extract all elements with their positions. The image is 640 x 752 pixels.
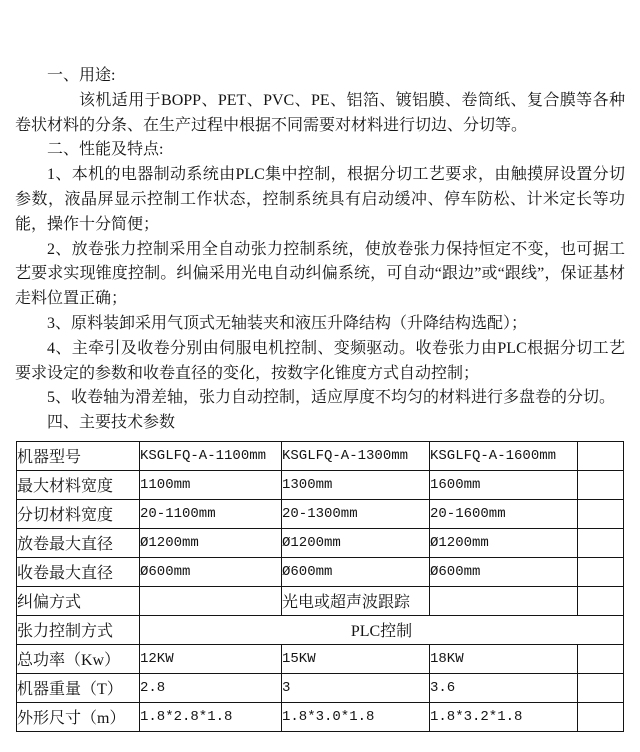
row-label: 外形尺寸（m） <box>17 702 140 731</box>
section-heading-specs: 四、主要技术参数 <box>47 414 176 432</box>
section-heading-features: 二、性能及特点: <box>47 141 164 159</box>
cell-value: 18KW <box>430 644 578 673</box>
cell-value <box>578 702 624 731</box>
cell-value: 1600mm <box>430 470 578 499</box>
cell-value <box>430 586 578 615</box>
usage-paragraph: 该机适用于BOPP、PET、PVC、PE、铝箔、镀铝膜、卷筒纸、复合膜等各种卷状材料的分条、在生产过程中根据不同需要对材料进行切边、分切等。 <box>15 91 625 134</box>
row-label: 张力控制方式 <box>17 615 140 644</box>
cell-value: 1.8*2.8*1.8 <box>140 702 282 731</box>
cell-value: 3 <box>282 673 430 702</box>
cell-value <box>578 557 624 586</box>
cell-value: 3.6 <box>430 673 578 702</box>
cell-value <box>578 673 624 702</box>
table-row-unwind-diameter <box>17 528 624 557</box>
table-row-slit-width <box>17 499 624 528</box>
cell-value: 光电或超声波跟踪 <box>282 586 430 615</box>
cell-value: KSGLFQ-A-1300mm <box>282 441 430 470</box>
cell-value: 1.8*3.2*1.8 <box>430 702 578 731</box>
table-row-rewind-diameter <box>17 557 624 586</box>
cell-value: 12KW <box>140 644 282 673</box>
cell-value <box>578 528 624 557</box>
cell-value <box>578 586 624 615</box>
document-body <box>15 0 625 732</box>
cell-value: Ø600mm <box>282 557 430 586</box>
cell-value: 20-1300mm <box>282 499 430 528</box>
feature-item-5: 5、收卷轴为滑差轴，张力自动控制，适应厚度不均匀的材料进行多盘卷的分切。 <box>47 389 616 407</box>
cell-value: Ø1200mm <box>140 528 282 557</box>
table-row-tension-control <box>17 615 624 644</box>
cell-value <box>578 441 624 470</box>
cell-value: 1.8*3.0*1.8 <box>282 702 430 731</box>
cell-value <box>140 586 282 615</box>
row-label: 总功率（Kw） <box>17 644 140 673</box>
table-row-total-power <box>17 644 624 673</box>
cell-value: 1300mm <box>282 470 430 499</box>
cell-value <box>578 499 624 528</box>
feature-item-2: 2、放卷张力控制采用全自动张力控制系统，使放卷张力保持恒定不变，也可据工艺要求实现锥度控制。纠偏采用光电自动纠偏系统，可自动“跟边”或“跟线”，保证基材走料位置正确； <box>15 240 625 308</box>
section-heading-usage: 一、用途: <box>47 67 116 84</box>
table-row-machine-weight <box>17 673 624 702</box>
table-row-max-width <box>17 470 624 499</box>
table-row-model <box>17 441 624 470</box>
spec-table <box>16 441 624 732</box>
cell-value: 20-1600mm <box>430 499 578 528</box>
row-label: 收卷最大直径 <box>17 557 140 586</box>
cell-value <box>578 470 624 499</box>
cell-value: 20-1100mm <box>140 499 282 528</box>
table-row-correction-mode <box>17 586 624 615</box>
cell-value: Ø600mm <box>140 557 282 586</box>
row-label: 最大材料宽度 <box>17 470 140 499</box>
row-label: 放卷最大直径 <box>17 528 140 557</box>
cell-value-merged: PLC控制 <box>140 615 624 644</box>
cell-value: 15KW <box>282 644 430 673</box>
cell-value: KSGLFQ-A-1600mm <box>430 441 578 470</box>
cell-value: Ø1200mm <box>282 528 430 557</box>
cell-value: Ø1200mm <box>430 528 578 557</box>
row-label: 分切材料宽度 <box>17 499 140 528</box>
feature-item-3: 3、原料装卸采用气顶式无轴装夹和液压升降结构（升降结构选配）； <box>47 314 528 332</box>
cell-value: KSGLFQ-A-1100mm <box>140 441 282 470</box>
cell-value <box>578 644 624 673</box>
row-label: 机器型号 <box>17 441 140 470</box>
cell-value: 2.8 <box>140 673 282 702</box>
feature-item-1: 1、本机的电器制动系统由PLC集中控制，根据分切工艺要求，由触摸屏设置分切参数，液晶屏显示控制工作状态，控制系统具有启动缓冲、停车防松、计米定长等功能，操作十分简便； <box>15 166 625 233</box>
table-row-dimensions <box>17 702 624 731</box>
row-label: 机器重量（T） <box>17 673 140 702</box>
row-label: 纠偏方式 <box>17 586 140 615</box>
cell-value: 1100mm <box>140 470 282 499</box>
feature-item-4: 4、主牵引及收卷分别由伺服电机控制、变频驱动。收卷张力由PLC根据分切工艺要求设定的参数和收卷直径的变化，按数字化锥度方式自动控制； <box>15 339 625 382</box>
cell-value: Ø600mm <box>430 557 578 586</box>
